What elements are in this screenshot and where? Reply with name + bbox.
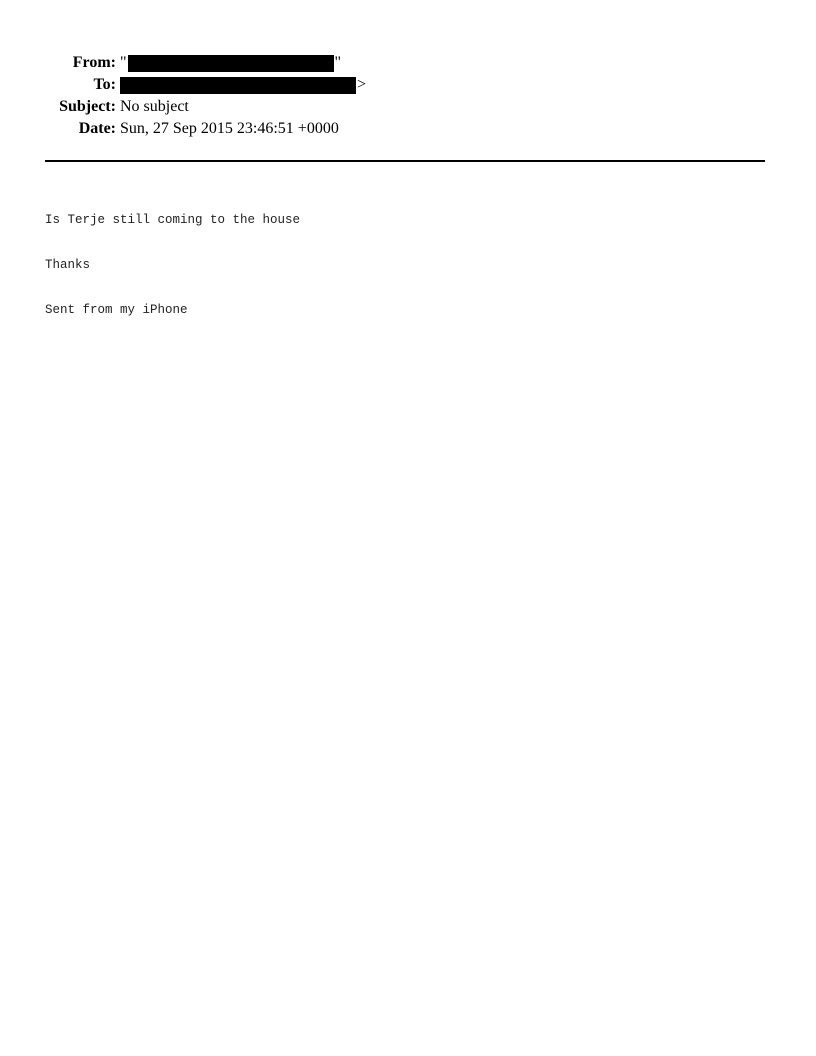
body-line: Is Terje still coming to the house bbox=[45, 213, 301, 227]
subject-label: Subject: bbox=[59, 98, 116, 115]
to-redaction-box bbox=[120, 77, 356, 94]
subject-row bbox=[40, 96, 366, 118]
from-label: From: bbox=[72, 54, 116, 71]
from-close-quote: " bbox=[334, 54, 342, 71]
body-line: Sent from my iPhone bbox=[45, 303, 188, 317]
email-header bbox=[40, 52, 366, 140]
to-suffix: > bbox=[357, 76, 367, 93]
date-label: Date: bbox=[78, 120, 116, 137]
to-label: To: bbox=[93, 76, 116, 93]
email-body bbox=[45, 183, 300, 333]
from-open-quote: " bbox=[120, 54, 127, 71]
from-value bbox=[120, 52, 341, 74]
header-divider bbox=[45, 160, 765, 162]
date-value: Sun, 27 Sep 2015 23:46:51 +0000 bbox=[120, 120, 339, 137]
to-row bbox=[40, 74, 366, 96]
to-value bbox=[120, 74, 366, 96]
subject-value: No subject bbox=[120, 98, 189, 115]
body-line: Thanks bbox=[45, 258, 91, 272]
date-row bbox=[40, 118, 366, 140]
from-row bbox=[40, 52, 366, 74]
from-redaction-box bbox=[128, 55, 334, 72]
